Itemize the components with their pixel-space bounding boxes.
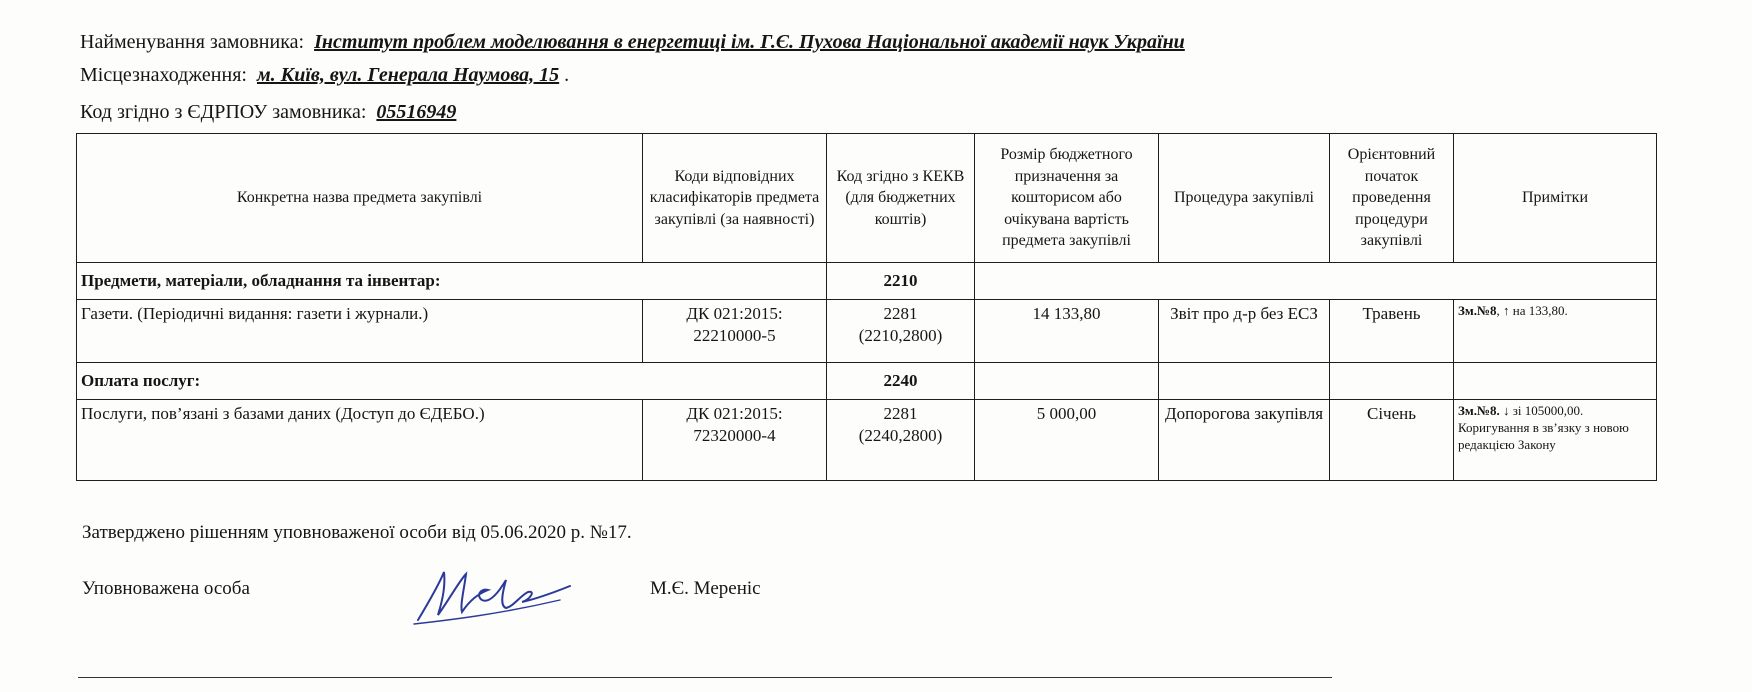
classifier-line-1: ДК 021:2015:: [686, 404, 783, 423]
customer-row: [80, 31, 1185, 54]
item-kekv: [827, 400, 975, 481]
note-text: ↓ зі 105000,00. Коригування в зв’язку з новою редакцією Закону: [1458, 403, 1629, 452]
item-amount: 5 000,00: [975, 400, 1159, 481]
item-amount: 14 133,80: [975, 300, 1159, 363]
location-suffix: .: [564, 64, 570, 86]
section-kekv: 2210: [827, 263, 975, 300]
location-row: [80, 64, 569, 87]
classifier-line-2: 22210000-5: [693, 326, 776, 346]
section-title: Предмети, матеріали, обладнання та інвентар:: [77, 263, 827, 300]
item-classifier: [643, 400, 827, 481]
col-header-procedure: Процедура закупівлі: [1159, 134, 1330, 263]
note-amendment: Зм.№8: [1458, 303, 1497, 318]
section-row: [77, 363, 1657, 400]
signature-image: [410, 560, 580, 630]
item-name: Послуги, пов’язані з базами даних (Доступ до ЄДЕБО.): [77, 400, 643, 481]
col-header-name: Конкретна назва предмета закупівлі: [77, 134, 643, 263]
table-header-row: [77, 134, 1657, 263]
item-procedure: Допорогова закупівля: [1159, 400, 1330, 481]
approval-text: Затверджено рішенням уповноваженої особи від 05.06.2020 р. №17.: [82, 522, 632, 543]
item-start: Січень: [1330, 400, 1454, 481]
edrpou-label: Код згідно з ЄДРПОУ замовника:: [80, 101, 367, 123]
table-row: [77, 400, 1657, 481]
footer-divider: [78, 677, 1332, 678]
section-title: Оплата послуг:: [77, 363, 827, 400]
location-label: Місцезнаходження:: [80, 64, 247, 86]
section-kekv: 2240: [827, 363, 975, 400]
col-header-kekv: Код згідно з КЕКВ (для бюджетних коштів): [827, 134, 975, 263]
col-header-start: Орієнтовний початок проведення процедури закупівлі: [1330, 134, 1454, 263]
section-empty: [1454, 363, 1657, 400]
location-value: м. Київ, вул. Генерала Наумова, 15: [256, 64, 560, 86]
table-row: [77, 300, 1657, 363]
item-start: Травень: [1330, 300, 1454, 363]
kekv-line-2: (2240,2800): [858, 426, 943, 446]
section-empty: [1159, 363, 1330, 400]
classifier-line-2: 72320000-4: [693, 426, 776, 446]
classifier-line-1: ДК 021:2015:: [686, 304, 783, 323]
note-amendment: Зм.№8.: [1458, 403, 1500, 418]
signer-name: М.Є. Мереніс: [650, 578, 761, 599]
customer-value: Інститут проблем моделювання в енергетиці ім. Г.Є. Пухова Національної академії наук України: [314, 31, 1185, 53]
signer-label: Уповноважена особа: [82, 578, 250, 599]
edrpou-row: [80, 101, 456, 124]
kekv-line-1: 2281: [883, 404, 918, 423]
item-kekv: [827, 300, 975, 363]
procurement-table: [76, 133, 1657, 481]
item-note: [1454, 300, 1657, 363]
item-procedure: Звіт про д-р без ЕСЗ: [1159, 300, 1330, 363]
section-row: [77, 263, 1657, 300]
section-empty: [975, 263, 1657, 300]
note-text: , ↑ на 133,80.: [1496, 303, 1568, 318]
item-classifier: [643, 300, 827, 363]
edrpou-value: 05516949: [376, 101, 457, 123]
col-header-amount: Розмір бюджетного призначення за кошторисом або очікувана вартість предмета закупівлі: [975, 134, 1159, 263]
item-note: [1454, 400, 1657, 481]
kekv-line-1: 2281: [883, 304, 918, 323]
section-empty: [1330, 363, 1454, 400]
item-name: Газети. (Періодичні видання: газети і журнали.): [77, 300, 643, 363]
customer-label: Найменування замовника:: [80, 31, 305, 53]
col-header-notes: Примітки: [1454, 134, 1657, 263]
kekv-line-2: (2210,2800): [858, 326, 943, 346]
section-empty: [975, 363, 1159, 400]
col-header-classifier: Коди відповідних класифікаторів предмета закупівлі (за наявності): [643, 134, 827, 263]
